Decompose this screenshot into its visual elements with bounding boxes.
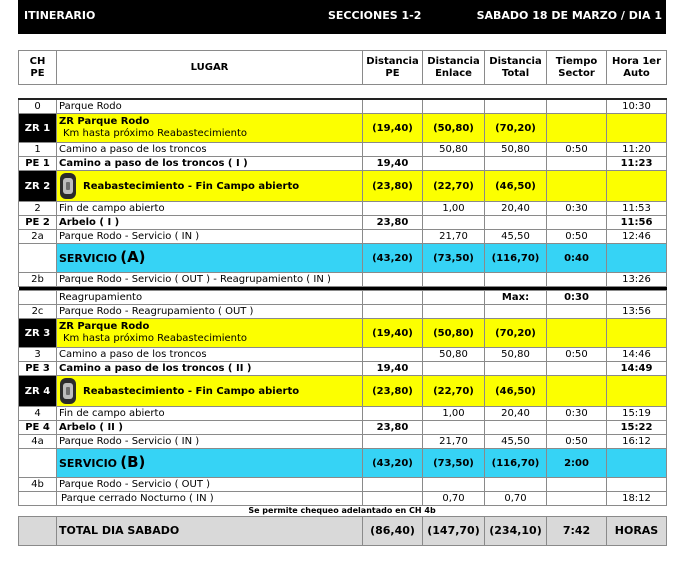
enlace-cell [423, 216, 485, 230]
refuel-zone-row [19, 114, 667, 143]
hora-cell [607, 291, 667, 305]
hora-cell: 16:12 [607, 435, 667, 449]
hora-cell: 12:46 [607, 230, 667, 244]
pe-cell [363, 407, 423, 421]
service-label-cell [57, 449, 363, 478]
pe-cell [363, 202, 423, 216]
tiempo-cell [547, 362, 607, 376]
pe-cell [363, 492, 423, 506]
tiempo-cell: 0:50 [547, 230, 607, 244]
ch-cell: 2b [19, 273, 57, 287]
enlace-cell [423, 99, 485, 114]
pe-cell: (23,80) [363, 171, 423, 202]
place-cell: Fin de campo abierto [57, 202, 363, 216]
ch-cell: 4a [19, 435, 57, 449]
ch-cell: PE 2 [19, 216, 57, 230]
enlace-cell [423, 291, 485, 305]
hora-cell: 13:26 [607, 273, 667, 287]
pe-cell [363, 305, 423, 319]
tiempo-cell [547, 273, 607, 287]
tiempo-cell [547, 171, 607, 202]
itinerary-table [18, 98, 667, 506]
tiempo-cell [547, 421, 607, 435]
place-cell: Reagrupamiento [57, 291, 363, 305]
tire-icon [59, 377, 77, 405]
total-hours-label: HORAS [607, 517, 667, 546]
ch-cell: 2c [19, 305, 57, 319]
col-hora: Hora 1er Auto [607, 51, 667, 85]
pe-cell [363, 478, 423, 492]
tiempo-cell [547, 478, 607, 492]
ch-cell: 1 [19, 143, 57, 157]
sections-label: SECCIONES 1-2 [328, 9, 422, 22]
stage-row [19, 362, 667, 376]
stage-row [19, 421, 667, 435]
total-cell: (116,70) [485, 449, 547, 478]
enlace-cell: (22,70) [423, 171, 485, 202]
place-cell: Parque Rodo - Servicio ( IN ) [57, 230, 363, 244]
place-cell: Parque Rodo - Servicio ( OUT ) [57, 478, 363, 492]
table-row [19, 492, 667, 506]
tiempo-cell [547, 492, 607, 506]
hora-cell: 14:49 [607, 362, 667, 376]
refuel-zone-row [19, 319, 667, 348]
tire-icon [59, 172, 77, 200]
total-cell: 0,70 [485, 492, 547, 506]
ch-cell: PE 1 [19, 157, 57, 171]
hora-cell: 15:22 [607, 421, 667, 435]
total-cell: 50,80 [485, 143, 547, 157]
total-cell: (70,20) [485, 319, 547, 348]
total-pe: (86,40) [363, 517, 423, 546]
table-row [19, 348, 667, 362]
place-cell [57, 273, 363, 287]
total-label: TOTAL DIA SABADO [57, 517, 363, 546]
service-row [19, 449, 667, 478]
total-cell: 45,50 [485, 230, 547, 244]
total-row [19, 517, 667, 546]
title-bar [18, 0, 666, 34]
pe-cell: 23,80 [363, 421, 423, 435]
enlace-cell: (73,50) [423, 244, 485, 273]
zone-place [57, 376, 363, 407]
total-cell: (70,20) [485, 114, 547, 143]
enlace-cell [423, 421, 485, 435]
tiempo-cell [547, 376, 607, 407]
enlace-cell [423, 305, 485, 319]
hora-cell: 13:56 [607, 305, 667, 319]
refuel-zone-row [19, 376, 667, 407]
date-label: SABADO 18 DE MARZO / DIA 1 [476, 9, 662, 22]
zone-code: ZR 3 [19, 319, 57, 348]
enlace-cell [423, 478, 485, 492]
ch-cell [19, 492, 57, 506]
col-dist-pe: Distancia PE [363, 51, 423, 85]
table-row [19, 143, 667, 157]
service-label-cell [57, 244, 363, 273]
place-cell: Parque Rodo [57, 99, 363, 114]
col-tiempo: Tiempo Sector [547, 51, 607, 85]
regroup-row [19, 291, 667, 305]
service-label: SERVICIO [59, 251, 118, 265]
table-row [19, 230, 667, 244]
ch-cell: 4 [19, 407, 57, 421]
zone-subtitle: Km hasta próximo Reabastecimiento [63, 333, 248, 344]
place-cell: Camino a paso de los troncos ( I ) [57, 157, 363, 171]
enlace-cell: 1,00 [423, 407, 485, 421]
enlace-cell [423, 362, 485, 376]
total-cell [485, 157, 547, 171]
pe-cell: (43,20) [363, 244, 423, 273]
total-cell: 50,80 [485, 348, 547, 362]
enlace-cell: 1,00 [423, 202, 485, 216]
col-lugar: LUGAR [57, 51, 363, 85]
ch-cell: 2a [19, 230, 57, 244]
table-row [19, 305, 667, 319]
total-cell: (46,50) [485, 376, 547, 407]
enlace-cell: (73,50) [423, 449, 485, 478]
tiempo-cell [547, 157, 607, 171]
place-cell: Arbelo ( I ) [57, 216, 363, 230]
tiempo-cell: 0:50 [547, 348, 607, 362]
table-row [19, 407, 667, 421]
ch-cell: 2 [19, 202, 57, 216]
service-row [19, 244, 667, 273]
ch-cell: 3 [19, 348, 57, 362]
service-letter: (B) [120, 452, 146, 471]
table-row [19, 99, 667, 114]
col-ch: CH PE [19, 51, 57, 85]
enlace-cell: 0,70 [423, 492, 485, 506]
place-cell: Fin de campo abierto [57, 407, 363, 421]
ch-cell [19, 291, 57, 305]
table-row [19, 435, 667, 449]
enlace-cell: (22,70) [423, 376, 485, 407]
zone-code: ZR 4 [19, 376, 57, 407]
total-cell [485, 362, 547, 376]
place-cell: Arbelo ( II ) [57, 421, 363, 435]
enlace-cell: (50,80) [423, 114, 485, 143]
hora-cell [607, 319, 667, 348]
tiempo-cell: 0:50 [547, 143, 607, 157]
zone-place [57, 114, 363, 143]
enlace-cell: 21,70 [423, 230, 485, 244]
place-cell: Parque Rodo - Reagrupamiento ( OUT ) [57, 305, 363, 319]
hora-cell [607, 449, 667, 478]
total-cell [485, 421, 547, 435]
table-row [19, 202, 667, 216]
tiempo-cell: 0:50 [547, 435, 607, 449]
refuel-zone-row [19, 171, 667, 202]
early-check-note: Se permite chequeo adelantado en CH 4b [248, 506, 436, 515]
hora-cell [607, 114, 667, 143]
hora-cell: 14:46 [607, 348, 667, 362]
zone-place [57, 319, 363, 348]
zone-title: Reabastecimiento - Fin Campo abierto [83, 386, 300, 397]
hora-cell [607, 376, 667, 407]
ch-cell: PE 4 [19, 421, 57, 435]
tiempo-cell: 0:30 [547, 291, 607, 305]
hora-cell: 11:53 [607, 202, 667, 216]
itinerary-title: ITINERARIO [24, 9, 96, 22]
total-cell: 20,40 [485, 407, 547, 421]
pe-cell [363, 99, 423, 114]
enlace-cell [423, 273, 485, 287]
table-row [19, 478, 667, 492]
hora-cell: 10:30 [607, 99, 667, 114]
zone-title: Reabastecimiento - Fin Campo abierto [83, 181, 300, 192]
hora-cell [607, 171, 667, 202]
total-cell: (46,50) [485, 171, 547, 202]
place-cell: Camino a paso de los troncos [57, 348, 363, 362]
zone-title: ZR Parque Rodo [59, 116, 150, 127]
hora-cell: 15:19 [607, 407, 667, 421]
hora-cell [607, 244, 667, 273]
total-cell [485, 99, 547, 114]
hora-cell: 11:56 [607, 216, 667, 230]
tiempo-cell [547, 305, 607, 319]
tiempo-cell [547, 99, 607, 114]
total-enlace: (147,70) [423, 517, 485, 546]
total-cell: 20,40 [485, 202, 547, 216]
col-dist-enlace: Distancia Enlace [423, 51, 485, 85]
enlace-cell: 50,80 [423, 348, 485, 362]
enlace-cell: 50,80 [423, 143, 485, 157]
zone-title: ZR Parque Rodo [59, 321, 150, 332]
enlace-cell: 21,70 [423, 435, 485, 449]
tiempo-cell [547, 114, 607, 143]
pe-cell: 19,40 [363, 157, 423, 171]
pe-cell [363, 143, 423, 157]
stage-row [19, 157, 667, 171]
pe-cell [363, 291, 423, 305]
zone-code: ZR 2 [19, 171, 57, 202]
enlace-cell: (50,80) [423, 319, 485, 348]
col-dist-total: Distancia Total [485, 51, 547, 85]
pe-cell: (19,40) [363, 319, 423, 348]
place-cell: Parque cerrado Nocturno ( IN ) [57, 492, 363, 506]
pe-cell: 19,40 [363, 362, 423, 376]
table-row [19, 273, 667, 287]
pe-cell [363, 348, 423, 362]
hora-cell: 11:23 [607, 157, 667, 171]
hora-cell: 11:20 [607, 143, 667, 157]
enlace-cell [423, 157, 485, 171]
tiempo-cell: 0:30 [547, 407, 607, 421]
pe-cell [363, 230, 423, 244]
tiempo-cell [547, 319, 607, 348]
total-total: (234,10) [485, 517, 547, 546]
total-cell [485, 216, 547, 230]
hora-cell [607, 478, 667, 492]
total-cell [485, 478, 547, 492]
zone-code: ZR 1 [19, 114, 57, 143]
place-text: Parque Rodo - Servicio ( OUT ) - Reagrupamiento ( IN ) [59, 274, 331, 285]
column-header [18, 50, 667, 85]
pe-cell [363, 435, 423, 449]
pe-cell: (43,20) [363, 449, 423, 478]
max-label: Max: [485, 291, 547, 305]
pe-cell: (19,40) [363, 114, 423, 143]
total-cell: 45,50 [485, 435, 547, 449]
total-cell [485, 305, 547, 319]
pe-cell: (23,80) [363, 376, 423, 407]
zone-subtitle: Km hasta próximo Reabastecimiento [63, 128, 248, 139]
stage-row [19, 216, 667, 230]
service-label: SERVICIO [59, 456, 118, 470]
place-cell: Camino a paso de los troncos [57, 143, 363, 157]
total-spacer [19, 517, 57, 546]
total-cell: (116,70) [485, 244, 547, 273]
tiempo-cell: 0:40 [547, 244, 607, 273]
ch-cell: PE 3 [19, 362, 57, 376]
place-cell: Camino a paso de los troncos ( II ) [57, 362, 363, 376]
place-cell: Parque Rodo - Servicio ( IN ) [57, 435, 363, 449]
ch-cell [19, 244, 57, 273]
tiempo-cell: 0:30 [547, 202, 607, 216]
ch-cell: 0 [19, 99, 57, 114]
service-letter: (A) [120, 247, 146, 266]
hora-cell: 18:12 [607, 492, 667, 506]
pe-cell [363, 273, 423, 287]
total-tiempo: 7:42 [547, 517, 607, 546]
pe-cell: 23,80 [363, 216, 423, 230]
tiempo-cell: 2:00 [547, 449, 607, 478]
total-cell [485, 273, 547, 287]
zone-place [57, 171, 363, 202]
ch-cell: 4b [19, 478, 57, 492]
tiempo-cell [547, 216, 607, 230]
ch-cell [19, 449, 57, 478]
total-table [18, 516, 667, 546]
